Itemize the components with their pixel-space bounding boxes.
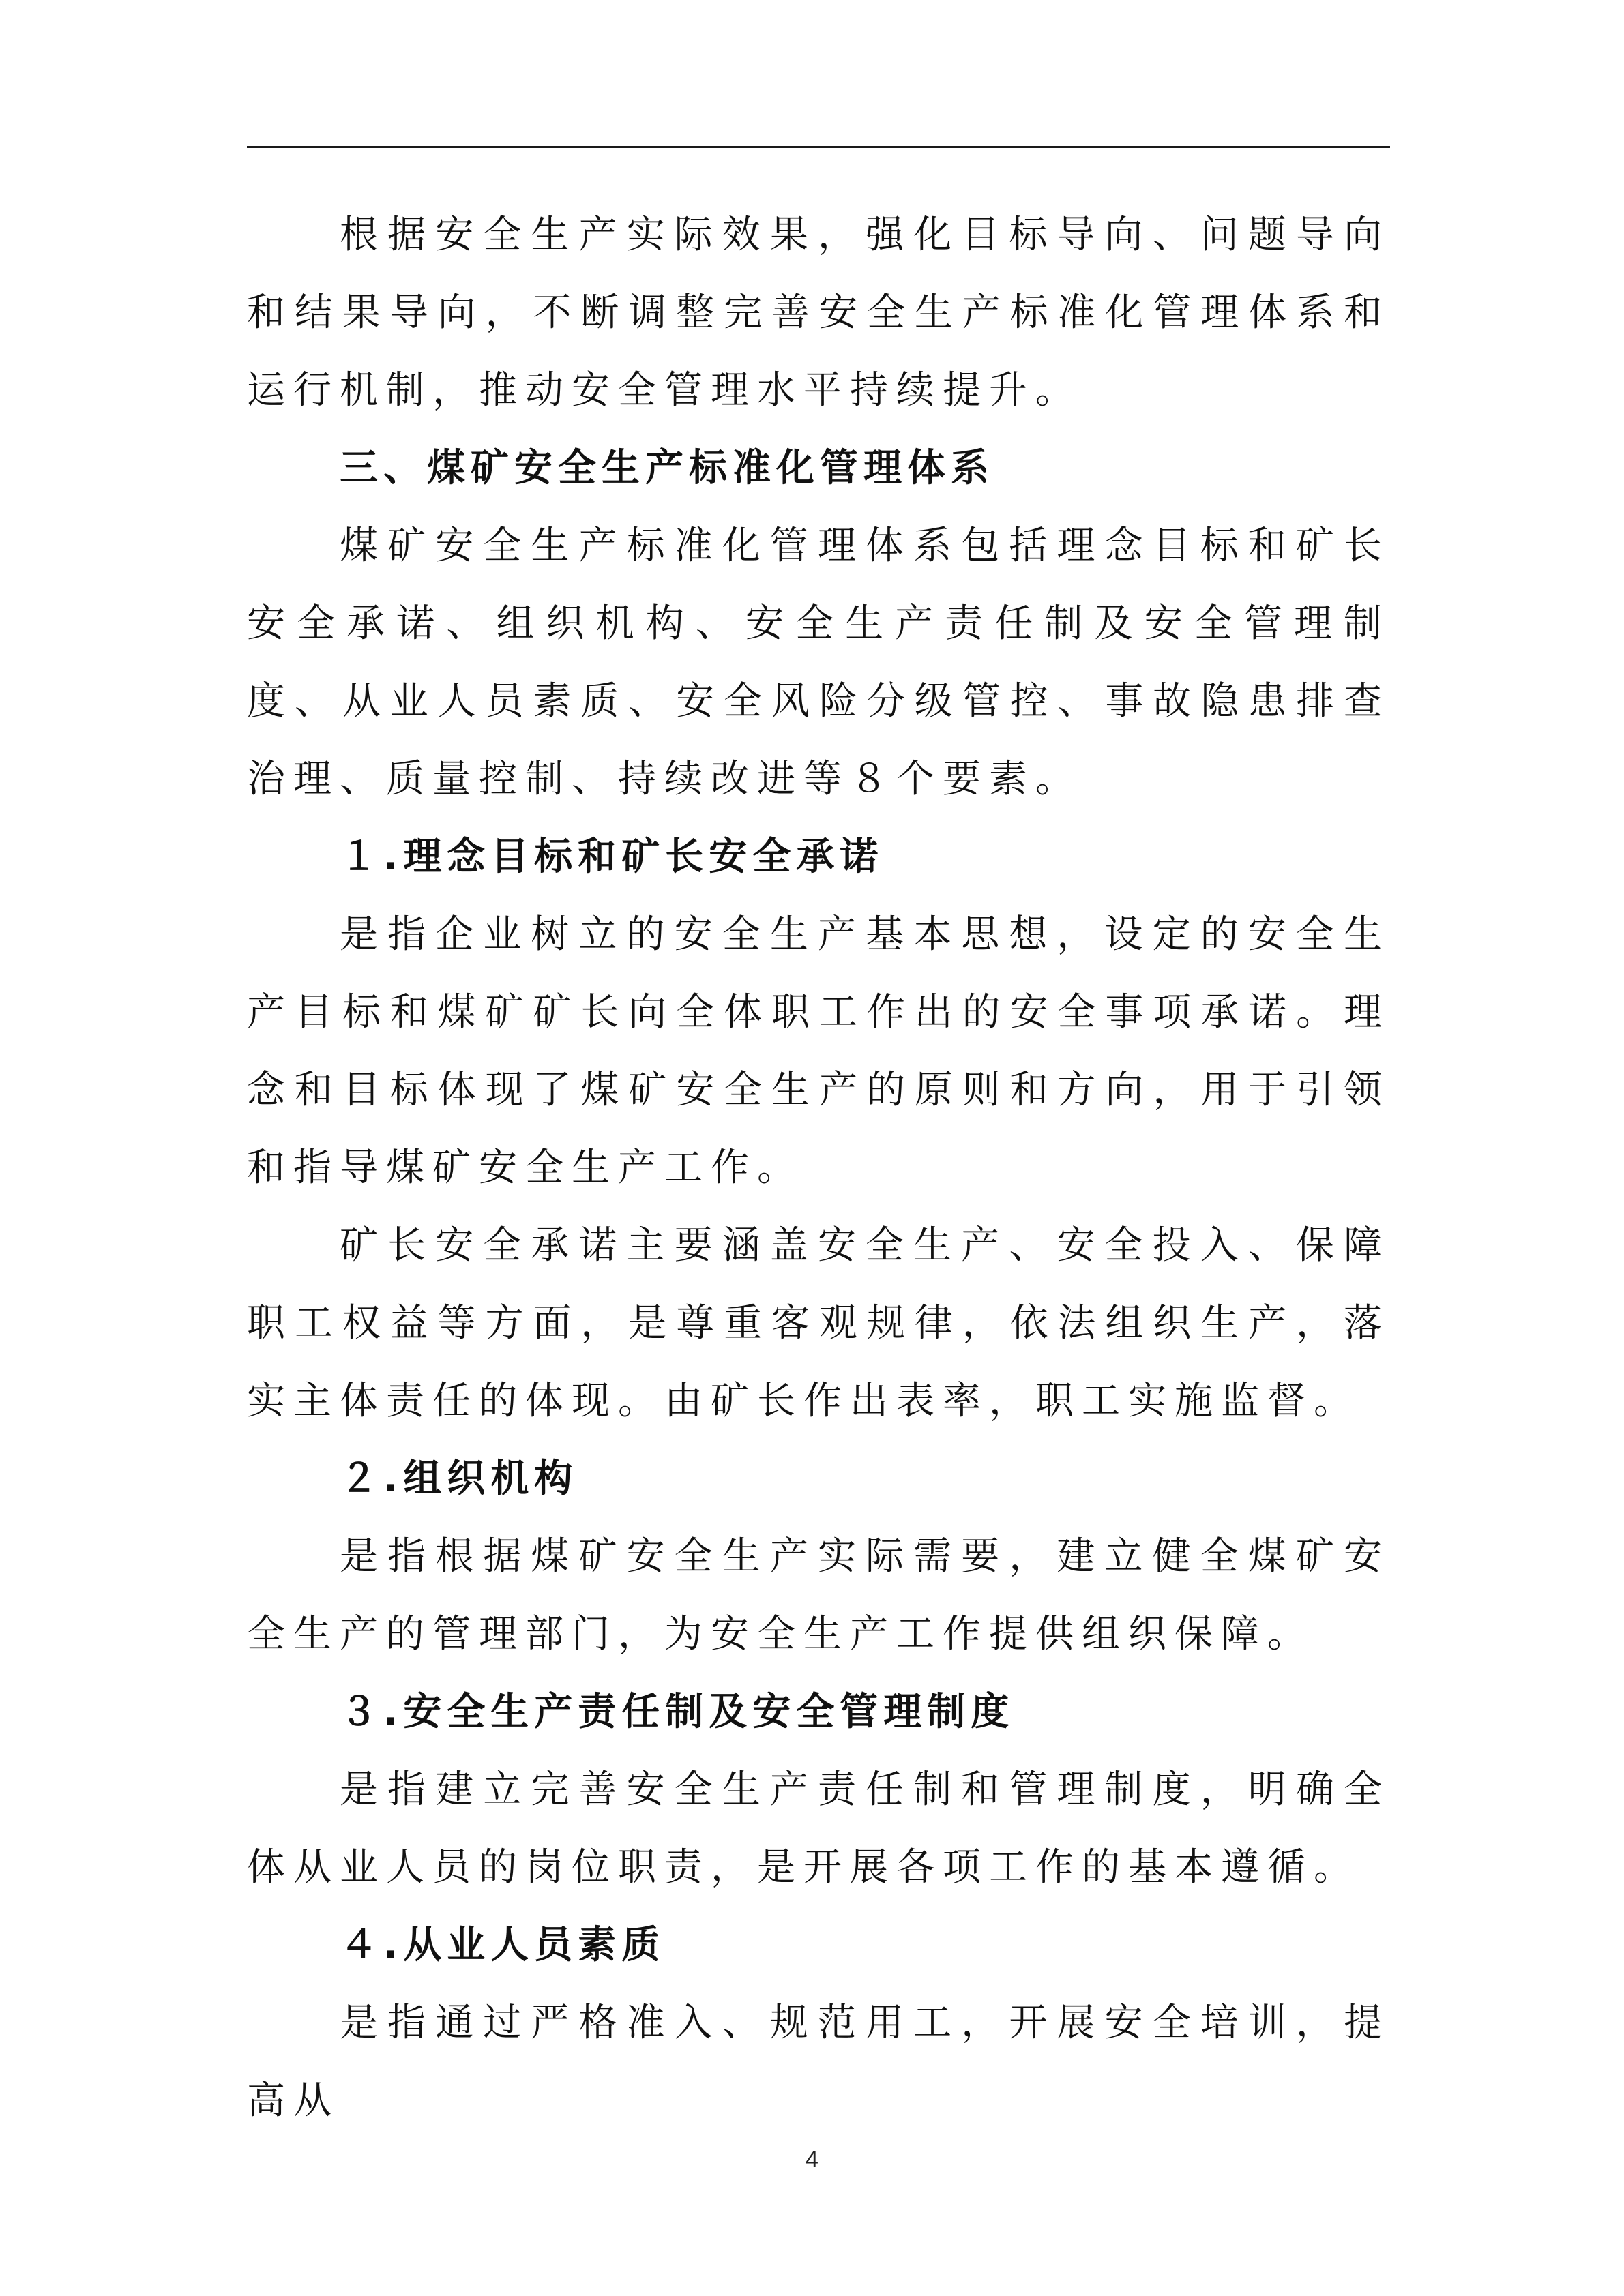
section-heading-3: 三、煤矿安全生产标准化管理体系 bbox=[340, 446, 994, 490]
paragraph-2: 煤矿安全生产标准化管理体系包括理念目标和矿长安全承诺、组织机构、安全生产责任制及安全管理制度、从业人员素质、安全风险分级管控、事故隐患排查治理、质量控制、持续改进等８个要素。 bbox=[247, 524, 1390, 801]
paragraph-4: 矿长安全承诺主要涵盖安全生产、安全投入、保障职工权益等方面，是尊重客观规律，依法组织生产，落实主体责任的体现。由矿长作出表率，职工实施监督。 bbox=[247, 1223, 1390, 1423]
page-number: 4 bbox=[806, 2147, 818, 2173]
subheading-1: １.理念目标和矿长安全承诺 bbox=[340, 835, 884, 879]
paragraph-6: 是指建立完善安全生产责任制和管理制度，明确全体从业人员的岗位职责，是开展各项工作的基本遵循。 bbox=[247, 1768, 1390, 1890]
paragraph-1: 根据安全生产实际效果，强化目标导向、问题导向和结果导向，不断调整完善安全生产标准化管理体系和运行机制，推动安全管理水平持续提升。 bbox=[247, 213, 1390, 413]
header-rule bbox=[247, 146, 1390, 148]
subheading-2: ２.组织机构 bbox=[340, 1457, 578, 1501]
paragraph-7: 是指通过严格准入、规范用工，开展安全培训，提高从 bbox=[247, 2001, 1390, 2123]
paragraph-5: 是指根据煤矿安全生产实际需要，建立健全煤矿安全生产的管理部门，为安全生产工作提供组织保障。 bbox=[247, 1534, 1390, 1656]
subheading-4: ４.从业人员素质 bbox=[340, 1923, 666, 1967]
paragraph-3: 是指企业树立的安全生产基本思想，设定的安全生产目标和煤矿矿长向全体职工作出的安全事项承诺。理念和目标体现了煤矿安全生产的原则和方向，用于引领和指导煤矿安全生产工作。 bbox=[247, 912, 1390, 1190]
subheading-3: ３.安全生产责任制及安全管理制度 bbox=[340, 1690, 1015, 1734]
body-text bbox=[247, 196, 1390, 2140]
